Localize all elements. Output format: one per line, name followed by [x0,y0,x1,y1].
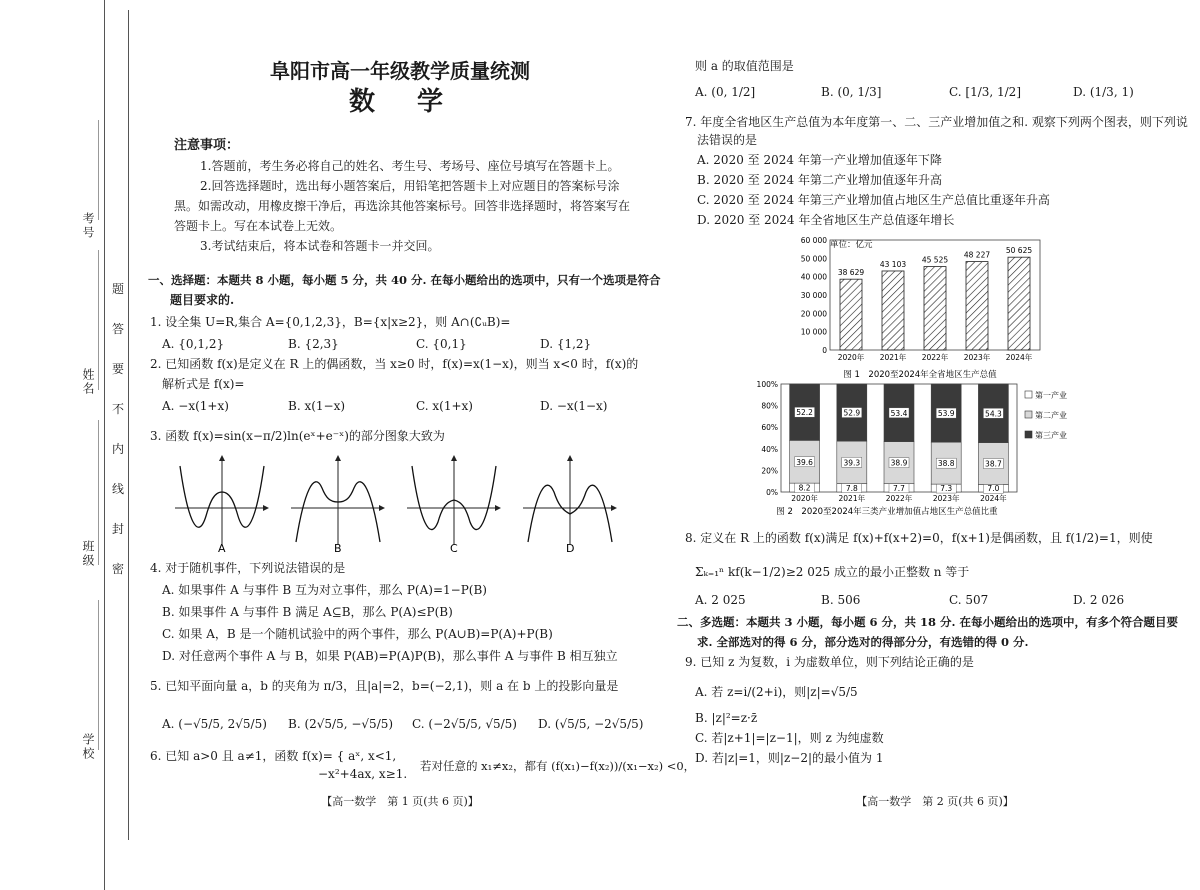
q8-stem-2: Σₖ₌₁ⁿ kf(k−1/2)≥2 025 成立的最小正整数 n 等于 [695,565,970,579]
q2-stem-2: 解析式是 f(x)= [162,377,245,391]
section1-heading-2: 题目要求的. [170,293,235,307]
q5-option: B. (2√5/5, −√5/5) [288,717,394,731]
q6-stem: 6. 已知 a>0 且 a≠1，函数 f(x)= { aˣ, x<1, [150,749,397,763]
gdp-bar-chart [785,232,1055,380]
chart1-unit-label: 单位：亿元 [830,240,873,250]
q5-stem: 5. 已知平面向量 a，b 的夹角为 π/3，且|a|=2，b=(−2,1)，则 a 在 b 上的投影向量是 [150,679,619,693]
q6-option: A. (0, 1/2] [695,85,756,99]
chart2-legend-swatch [1025,431,1032,438]
exam-title: 阜阳市高一年级教学质量统测 [270,59,530,83]
chart1-xtick-label: 2022年 [921,353,949,362]
q5-option: C. (−2√5/5, √5/5) [412,717,517,731]
chart2-data-label: 53.9 [937,409,955,419]
q8-option: B. 506 [821,593,861,607]
chart2-legend-label: 第二产业 [1035,411,1067,420]
chart1-data-label: 45 525 [921,255,949,265]
chart1-data-label: 38 629 [837,268,865,278]
q4-option: B. 如果事件 A 与事件 B 满足 A⊆B，那么 P(A)≤P(B) [162,605,453,619]
chart1-bar [840,279,862,350]
q6-continuation: 则 a 的取值范围是 [695,59,794,73]
binding-sidebar [0,0,135,890]
chart1-bar [966,262,988,350]
q5-option: D. (√5/5, −2√5/5) [538,717,644,731]
chart2-legend-label: 第一产业 [1035,391,1067,400]
chart1-xtick-label: 2023年 [963,353,991,362]
chart1-ytick-label: 50 000 [800,254,827,264]
chart2-data-label: 7.8 [845,483,858,493]
q3-graph-label: C [450,542,458,555]
q7-option: C. 2020 至 2024 年第三产业增加值占地区生产总值比重逐年升高 [697,193,1050,207]
seal-char: 封 [111,522,124,536]
chart2-legend-swatch [1025,391,1032,398]
chart1-xtick-label: 2020年 [837,353,865,362]
q7-stem: 7. 年度全省地区生产总值为本年度第一、二、三产业增加值之和. 观察下列两个图表，则下列说 [685,115,1188,129]
q1-option: D. {1,2} [540,337,592,351]
binding-line-inner [128,10,129,840]
chart2-xtick-label: 2023年 [932,494,960,503]
q2-option: D. −x(1−x) [540,399,608,413]
left-page [140,0,696,890]
q6-option: D. (1/3, 1) [1073,85,1134,99]
label-xuexiao: 学校 [81,733,95,761]
q2-option: A. −x(1+x) [162,399,229,413]
chart2-data-label: 39.3 [843,458,861,468]
chart1-bar [924,267,946,350]
q7-option: B. 2020 至 2024 年第二产业增加值逐年升高 [697,173,942,187]
chart2-ytick-label: 20% [761,466,778,476]
chart1-ytick-label: 10 000 [800,327,827,337]
q9-option: C. 若|z+1|=|z−1|，则 z 为纯虚数 [695,731,884,745]
q6-stem-tail: 若对任意的 x₁≠x₂，都有 (f(x₁)−f(x₂))/(x₁−x₂) <0， [420,759,696,773]
chart2-xtick-label: 2020年 [791,494,818,503]
q1-option: B. {2,3} [288,337,339,351]
chart2-data-label: 7.7 [893,483,905,493]
chart1-xtick-label: 2024年 [1005,353,1033,362]
notice-line: 1.答题前，考生务必将自己的姓名、考生号、考场号、座位号填写在答题卡上。 [200,159,620,173]
section2-heading: 二、多选题：本题共 3 小题，每小题 6 分，共 18 分. 在每小题给出的选项中，有多个符合题目要 [677,615,1179,629]
q4-option: C. 如果 A，B 是一个随机试验中的两个事件，那么 P(A∪B)=P(A)+P(B) [162,627,553,641]
q4-option: A. 如果事件 A 与事件 B 互为对立事件，那么 P(A)=1−P(B) [162,583,487,597]
q8-option: A. 2 025 [695,593,746,607]
q7-option: D. 2020 至 2024 年全省地区生产总值逐年增长 [697,213,955,227]
kaohao-underline [98,120,99,220]
chart2-data-label: 7.0 [987,484,1000,494]
q2-stem: 2. 已知函数 f(x)是定义在 R 上的偶函数，当 x≥0 时，f(x)=x(1−x)，则当 x<0 时，f(x)的 [150,357,639,371]
chart2-data-label: 38.8 [937,459,955,469]
chart1-data-label: 43 103 [879,259,907,269]
chart2-legend-label: 第三产业 [1035,431,1067,440]
chart2-xtick-label: 2024年 [980,494,1007,503]
q6-stem-piece: −x²+4ax, x≥1. [318,767,408,781]
chart1-data-label: 50 625 [1005,246,1033,256]
chart1-ytick-label: 30 000 [800,291,827,300]
notice-line: 答题卡上。写在本试卷上无效。 [174,219,343,233]
q3-graph-label: D [566,542,575,555]
seal-char: 要 [111,362,124,376]
q3-graph-d [523,456,616,555]
seal-char: 题 [111,282,124,296]
seal-char: 内 [111,442,124,456]
q8-option: D. 2 026 [1073,593,1125,607]
seal-char: 密 [111,562,124,576]
chart1-title: 图 1 2020至2024年全省地区生产总值 [843,370,997,380]
q7-stem-2: 法错误的是 [697,133,758,147]
q8-stem: 8. 定义在 R 上的函数 f(x)满足 f(x)+f(x+2)=0，f(x+1)是偶函数，且 f(1/2)=1，则使 [685,531,1153,545]
chart2-data-label: 53.4 [890,408,908,418]
q1-option: C. {0,1} [416,337,467,351]
notice-line: 2.回答选择题时，选出每小题答案后，用铅笔把答题卡上对应题目的答案标号涂 [200,179,620,193]
q9-option: B. |z|²=z·z̄ [695,711,758,725]
q6-option: B. (0, 1/3] [821,85,882,99]
label-xingming: 姓名 [81,368,95,396]
q2-option: B. x(1−x) [288,399,346,413]
chart1-bar [1008,257,1030,350]
chart2-data-label: 39.6 [796,457,813,467]
chart2-ytick-label: 80% [761,401,778,411]
q4-option: D. 对任意两个事件 A 与 B，如果 P(AB)=P(A)P(B)，那么事件 A 与事件 B 相互独立 [162,649,618,663]
chart2-data-label: 38.7 [985,459,1002,469]
q6-option: C. [1/3, 1/2] [949,85,1021,99]
chart1-ytick-label: 40 000 [800,272,827,282]
chart2-data-label: 8.2 [798,483,811,493]
chart2-legend-swatch [1025,411,1032,418]
q9-stem: 9. 已知 z 为复数，i 为虚数单位，则下列结论正确的是 [685,655,974,669]
notice-line: 3.考试结束后，将本试卷和答题卡一并交回。 [200,239,440,253]
q7-option: A. 2020 至 2024 年第一产业增加值逐年下降 [697,153,942,167]
q5-option: A. (−√5/5, 2√5/5) [162,717,267,731]
q3-graph-b [291,456,384,555]
q3-stem: 3. 函数 f(x)=sin(x−π/2)ln(eˣ+e⁻ˣ)的部分图象大致为 [150,429,445,443]
chart2-data-label: 7.3 [940,484,953,494]
page-footer: 【高一数学 第 1 页(共 6 页)】 [321,795,479,808]
seal-chars [110,280,126,600]
q3-graph-label: B [334,542,342,555]
chart2-ytick-label: 100% [756,380,778,389]
q1-option: A. {0,1,2} [162,337,225,351]
q4-stem: 4. 对于随机事件，下列说法错误的是 [150,561,346,575]
binding-line-outer [104,0,105,890]
right-page [675,0,1195,890]
q9-option: A. 若 z=i/(2+i)，则|z|=√5/5 [695,685,858,699]
q1-stem: 1. 设全集 U=R,集合 A={0,1,2,3}，B={x|x≥2}，则 A∩(∁ᵤB)= [150,315,511,329]
chart2-data-label: 52.9 [843,408,861,418]
chart1-data-label: 48 227 [963,250,991,260]
chart1-ytick-label: 0 [822,346,827,355]
xuexiao-underline [98,600,99,750]
q3-graph-label: A [218,542,226,555]
industry-share-chart [747,378,1067,518]
banji-underline [98,420,99,565]
notice-line: 黑。如需改动，用橡皮擦干净后，再选涂其他答案标号。回答非选择题时，将答案写在 [174,199,631,213]
chart2-data-label: 52.2 [796,408,813,418]
label-kaohao: 考号 [81,212,95,240]
section2-heading-2: 求. 全部选对的得 6 分，部分选对的得部分分，有选错的得 0 分. [697,635,1029,649]
chart2-ytick-label: 60% [761,423,778,433]
q3-graph-a [175,456,268,555]
chart2-ytick-label: 40% [761,444,778,454]
chart2-data-label: 54.3 [985,409,1002,419]
chart2-data-label: 38.9 [890,458,908,468]
chart2-xtick-label: 2022年 [885,494,913,503]
seal-char: 答 [111,322,124,336]
section1-heading: 一、选择题：本题共 8 小题，每小题 5 分，共 40 分. 在每小题给出的选项中，只有一个选项是符合 [148,273,661,287]
q9-option: D. 若|z|=1，则|z−2|的最小值为 1 [695,751,884,765]
chart2-title: 图 2 2020至2024年三类产业增加值占地区生产总值比重 [776,507,998,517]
notice-heading: 注意事项： [174,138,240,153]
seal-char: 线 [111,482,124,496]
q3-graphs [170,452,630,556]
seal-char: 不 [111,402,124,416]
chart1-xtick-label: 2021年 [879,353,907,362]
xingming-underline [98,250,99,390]
chart1-bar [882,271,904,350]
subject-title: 数 学 [348,87,451,117]
page-footer: 【高一数学 第 2 页(共 6 页)】 [856,795,1014,808]
label-banji: 班级 [81,540,95,568]
q8-option: C. 507 [949,593,989,607]
chart1-ytick-label: 60 000 [800,236,827,245]
chart1-ytick-label: 20 000 [800,309,827,319]
q2-option: C. x(1+x) [416,399,473,413]
chart2-ytick-label: 0% [766,488,778,497]
q3-graph-c [407,456,500,555]
chart2-xtick-label: 2021年 [838,494,866,503]
